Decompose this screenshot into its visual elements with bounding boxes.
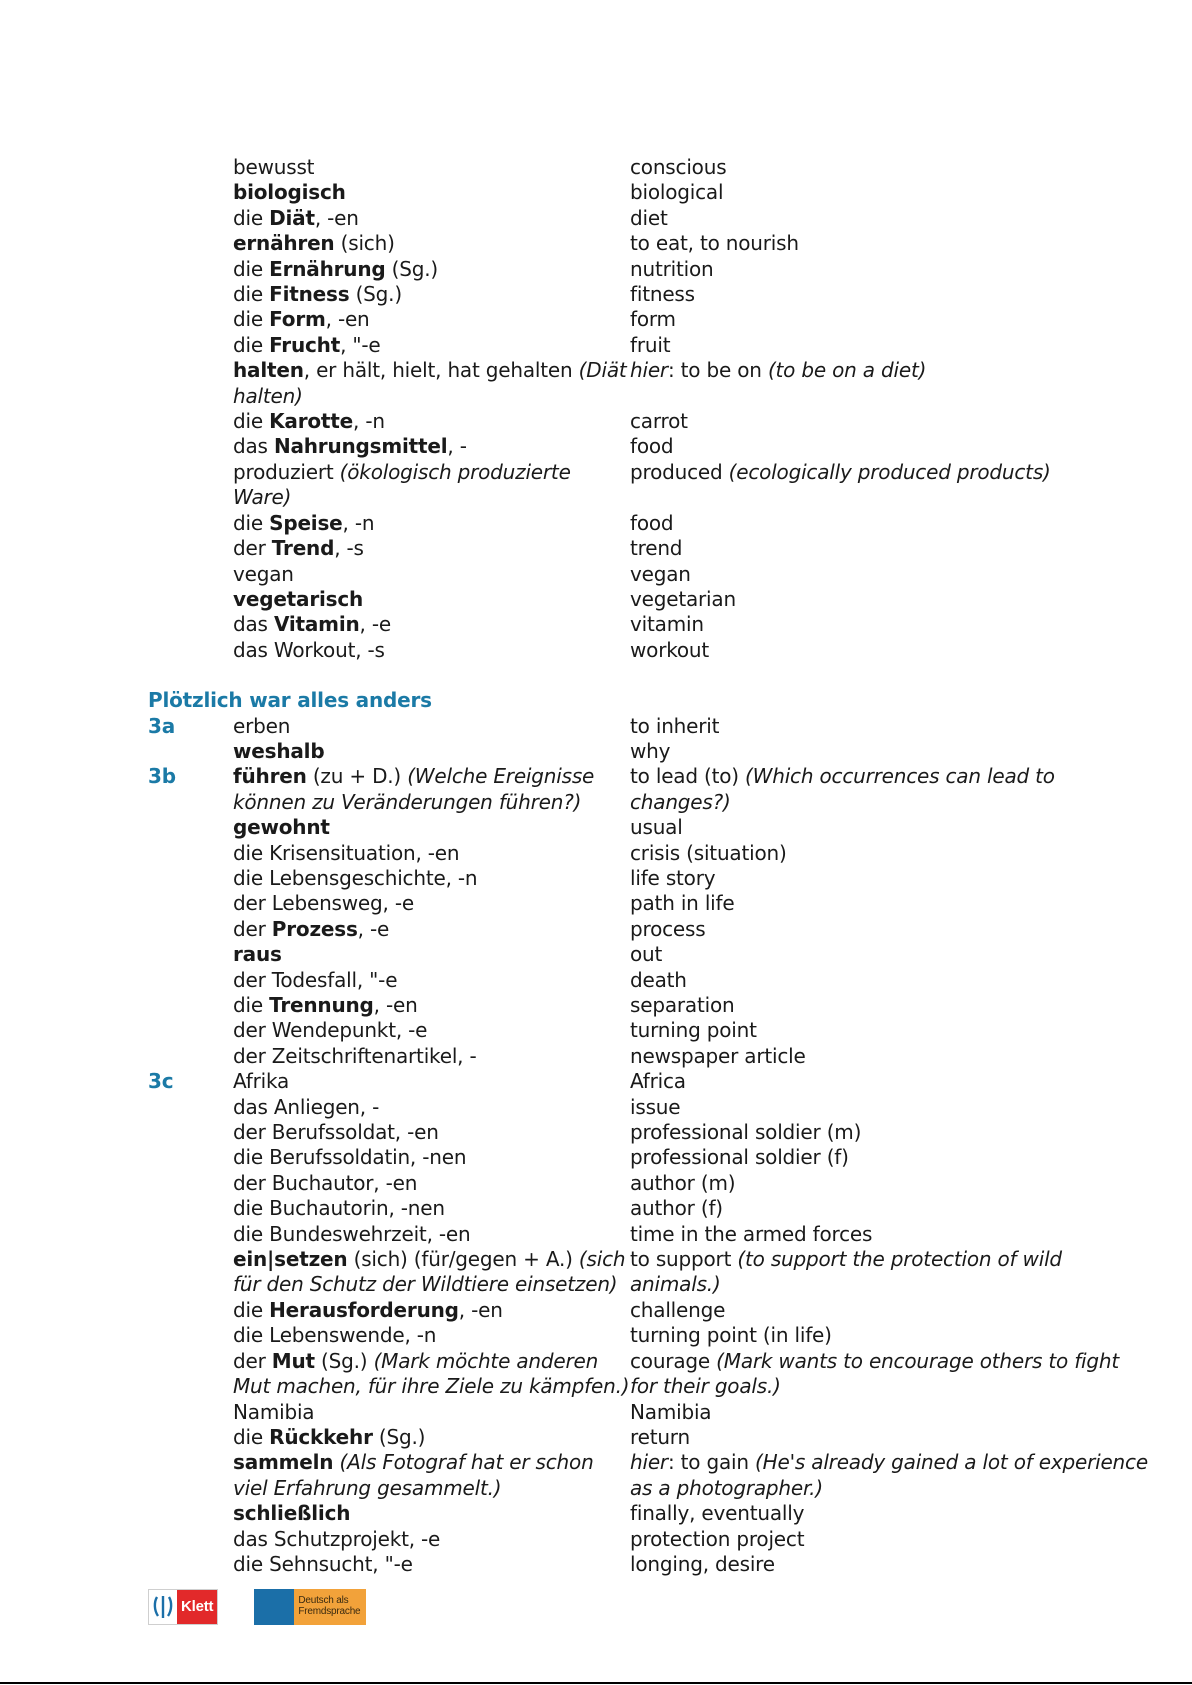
german-term: die Frucht, "-e (233, 332, 381, 357)
english-translation: longing, desire (630, 1551, 775, 1576)
german-term: ernähren (sich) (233, 231, 395, 256)
german-term: der Wendepunkt, -e (233, 1018, 428, 1043)
vocab-entry (148, 841, 1148, 866)
english-translation: protection project (630, 1526, 805, 1551)
vocab-entry (148, 612, 1148, 637)
vocab-entry (148, 206, 1148, 231)
exercise-number: 3a (148, 713, 176, 738)
vocab-entry (148, 1018, 1148, 1043)
section-ploetzlich (148, 714, 1148, 1578)
german-term: die Rückkehr (Sg.) (233, 1424, 426, 1449)
vocab-entry (148, 511, 1148, 536)
english-translation: crisis (situation) (630, 840, 787, 865)
english-translation: challenge (630, 1297, 726, 1322)
german-term: die Lebenswende, -n (233, 1323, 437, 1348)
vocab-entry (148, 1196, 1148, 1221)
german-term: bewusst (233, 155, 315, 179)
vocab-entry (148, 536, 1148, 561)
vocab-entry (148, 1349, 1148, 1400)
english-translation: to eat, to nourish (630, 231, 799, 256)
vocab-entry (148, 1222, 1148, 1247)
german-term: führen (zu + D.) (Welche Ereignisse können zu Veränderungen führen?) (233, 764, 595, 814)
vocab-entry (148, 1501, 1148, 1526)
german-term: die Herausforderung, -en (233, 1297, 503, 1322)
english-translation: out (630, 942, 663, 967)
vocab-entry (148, 587, 1148, 612)
english-translation: biological (630, 180, 724, 205)
german-term: der Buchautor, -en (233, 1170, 418, 1195)
vocab-entry (148, 257, 1148, 282)
klett-wordmark: Klett (177, 1590, 217, 1624)
vocab-entry (148, 434, 1148, 459)
vocabulary-list (148, 155, 1148, 1577)
footer-logos (148, 1589, 366, 1625)
vocab-entry (148, 333, 1148, 358)
vocab-entry (148, 739, 1148, 764)
english-translation: time in the armed forces (630, 1221, 873, 1246)
german-term: die Krisensituation, -en (233, 840, 460, 865)
english-translation: nutrition (630, 256, 714, 281)
vocab-entry (148, 562, 1148, 587)
english-translation: vitamin (630, 612, 704, 637)
german-term: das Anliegen, - (233, 1094, 380, 1119)
vocab-entry (148, 1400, 1148, 1425)
german-term: ein|setzen (sich) (für/gegen + A.) (sich für den Schutz der Wildtiere einsetzen) (233, 1247, 626, 1297)
german-term: der Mut (Sg.) (Mark möchte anderen Mut machen, für ihre Ziele zu kämpfen.) (233, 1348, 630, 1399)
german-term: vegetarisch (233, 586, 364, 611)
vocab-entry (148, 866, 1148, 891)
german-term: schließlich (233, 1501, 351, 1526)
exercise-number: 3b (148, 764, 176, 789)
german-term: der Prozess, -e (233, 916, 390, 941)
german-term: die Bundeswehrzeit, -en (233, 1221, 471, 1246)
vocab-entry (148, 1171, 1148, 1196)
english-translation: Namibia (630, 1399, 712, 1424)
english-translation: trend (630, 536, 683, 561)
english-translation: death (630, 967, 687, 992)
german-term: raus (233, 942, 282, 967)
vocab-entry (148, 1044, 1148, 1069)
english-translation: usual (630, 815, 683, 840)
german-term: die Fitness (Sg.) (233, 282, 402, 307)
german-term: Afrika (233, 1069, 290, 1094)
vocab-entry (148, 1298, 1148, 1323)
german-term: halten, er hält, hielt, hat gehalten (Diät halten) (233, 358, 627, 408)
vocab-entry (148, 993, 1148, 1018)
english-translation: issue (630, 1094, 681, 1119)
english-translation: process (630, 916, 706, 941)
german-term: sammeln (Als Fotograf hat er schon viel Erfahrung gesammelt.) (233, 1450, 594, 1500)
vocab-entry (148, 638, 1148, 663)
vocab-entry (148, 231, 1148, 256)
english-translation: professional soldier (f) (630, 1145, 849, 1170)
english-translation: separation (630, 993, 735, 1017)
english-translation: why (630, 738, 671, 763)
vocab-entry (148, 764, 1148, 815)
vocab-entry (148, 815, 1148, 840)
vocab-entry (148, 1552, 1148, 1577)
section-gap (148, 663, 1148, 688)
vocab-entry (148, 714, 1148, 739)
german-term: das Workout, -s (233, 637, 385, 662)
vocab-entry (148, 155, 1148, 180)
english-translation: vegetarian (630, 586, 736, 611)
german-term: das Nahrungsmittel, - (233, 434, 467, 459)
english-translation: newspaper article (630, 1043, 806, 1068)
english-translation: workout (630, 637, 710, 662)
english-translation: to lead (to) (Which occurrences can lead to changes?) (630, 764, 1055, 814)
vocab-entry (148, 307, 1148, 332)
vocab-entry (148, 1095, 1148, 1120)
english-translation: food (630, 510, 674, 535)
english-translation: vegan (630, 561, 691, 586)
english-translation: Africa (630, 1069, 686, 1094)
english-translation: path in life (630, 891, 735, 916)
daf-blue-block (254, 1589, 294, 1625)
english-translation: carrot (630, 409, 688, 434)
german-term: der Lebensweg, -e (233, 891, 414, 916)
english-translation: finally, eventually (630, 1501, 805, 1526)
english-translation: turning point (in life) (630, 1323, 832, 1348)
english-translation: fruit (630, 332, 671, 357)
vocab-entry (148, 409, 1148, 434)
exercise-number: 3c (148, 1069, 174, 1094)
vocab-entry (148, 968, 1148, 993)
german-term: die Speise, -n (233, 510, 375, 535)
vocab-entry (148, 942, 1148, 967)
german-term: die Berufssoldatin, -nen (233, 1145, 467, 1170)
german-term: biologisch (233, 180, 346, 205)
english-translation: courage (Mark wants to encourage others to fight for their goals.) (630, 1348, 1120, 1399)
vocab-entry (148, 1450, 1148, 1501)
english-translation: food (630, 434, 674, 459)
vocab-entry (148, 460, 1148, 511)
english-translation: to inherit (630, 713, 720, 738)
daf-logo (254, 1589, 366, 1625)
german-term: erben (233, 713, 291, 738)
english-translation: author (f) (630, 1196, 723, 1221)
english-translation: form (630, 307, 676, 332)
vocab-entry (148, 282, 1148, 307)
section-heading: Plötzlich war alles anders (148, 688, 432, 713)
english-translation: fitness (630, 282, 695, 307)
english-translation: life story (630, 865, 716, 890)
english-translation: turning point (630, 1018, 757, 1043)
german-term: vegan (233, 561, 294, 586)
english-translation: produced (ecologically produced products) (630, 459, 1051, 484)
german-term: die Lebensgeschichte, -n (233, 865, 478, 890)
german-term: die Karotte, -n (233, 409, 385, 434)
vocab-entry (148, 1323, 1148, 1348)
vocab-entry (148, 1069, 1148, 1094)
vocab-entry (148, 1527, 1148, 1552)
german-term: der Trend, -s (233, 536, 364, 561)
daf-label: Deutsch als Fremdsprache (294, 1589, 366, 1625)
vocab-entry (148, 358, 1148, 409)
english-translation: hier: to gain (He's already gained a lot of experience as a photographer.) (630, 1450, 1148, 1500)
german-term: der Todesfall, "-e (233, 967, 398, 992)
german-term: die Buchautorin, -nen (233, 1196, 445, 1221)
section-food (148, 155, 1148, 663)
vocab-entry (148, 1145, 1148, 1170)
english-translation: author (m) (630, 1170, 736, 1195)
vocab-entry (148, 917, 1148, 942)
vocab-entry (148, 1247, 1148, 1298)
german-term: die Sehnsucht, "-e (233, 1551, 413, 1576)
german-term: gewohnt (233, 815, 330, 840)
klett-logo (148, 1589, 218, 1625)
english-translation: conscious (630, 155, 727, 179)
vocab-entry (148, 1425, 1148, 1450)
klett-emblem-icon (149, 1590, 177, 1624)
german-term: die Ernährung (Sg.) (233, 256, 438, 281)
german-term: produziert (ökologisch produzierte Ware) (233, 459, 571, 510)
german-term: weshalb (233, 738, 325, 763)
german-term: der Berufssoldat, -en (233, 1120, 439, 1145)
english-translation: hier: to be on (to be on a diet) (630, 358, 927, 383)
vocab-entry (148, 1120, 1148, 1145)
english-translation: return (630, 1424, 690, 1449)
vocab-entry (148, 180, 1148, 205)
german-term: der Zeitschriftenartikel, - (233, 1043, 477, 1068)
vocab-entry (148, 891, 1148, 916)
german-term: das Schutzprojekt, -e (233, 1526, 441, 1551)
english-translation: to support (to support the protection of wild animals.) (630, 1247, 1062, 1297)
german-term: das Vitamin, -e (233, 612, 391, 637)
german-term: die Trennung, -en (233, 993, 418, 1017)
german-term: Namibia (233, 1399, 315, 1424)
page-bottom-rule (0, 1682, 1192, 1684)
english-translation: professional soldier (m) (630, 1120, 862, 1145)
german-term: die Diät, -en (233, 205, 359, 230)
german-term: die Form, -en (233, 307, 370, 332)
english-translation: diet (630, 205, 668, 230)
